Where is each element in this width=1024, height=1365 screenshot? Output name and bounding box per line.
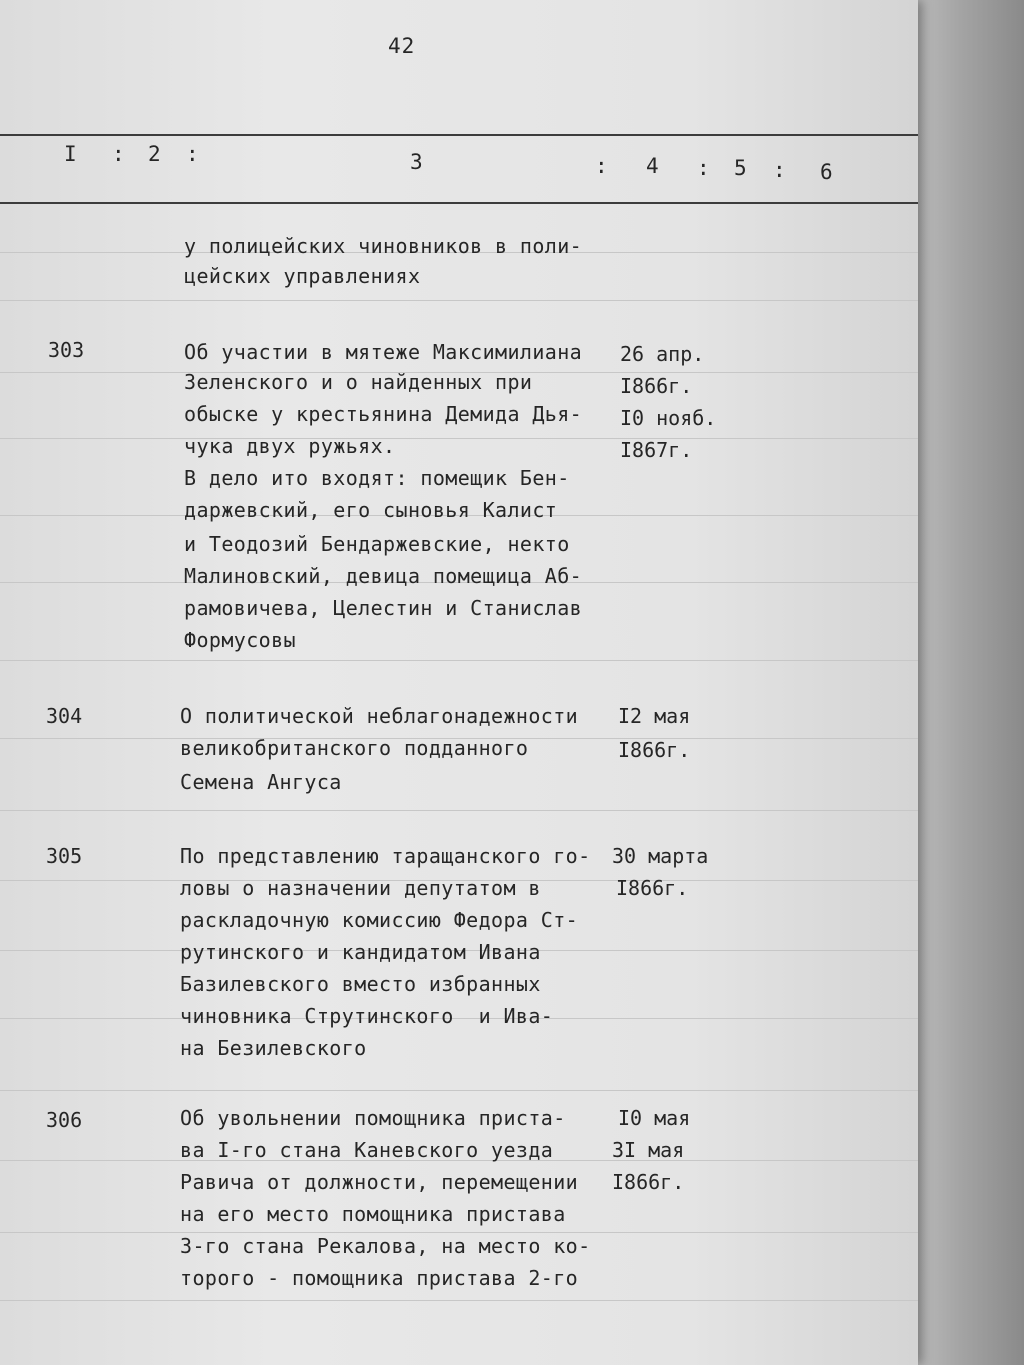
entry-number: 303 (48, 338, 85, 362)
text-line: рутинского и кандидатом Ивана (180, 940, 541, 964)
column-number: 3 (410, 150, 423, 174)
column-number: I (64, 142, 77, 166)
text-line: раскладочную комиссию Федора Ст- (180, 908, 579, 932)
entry-date: I866г. (616, 876, 689, 900)
text-line: О политической неблагонадежности (180, 704, 579, 728)
column-number: 6 (820, 160, 833, 184)
entry-number: 305 (46, 844, 83, 868)
column-header (0, 134, 918, 204)
text-line: Формусовы (184, 628, 296, 652)
entry-date: I2 мая (618, 704, 691, 728)
entry-date: I867г. (620, 438, 693, 462)
text-line: ва I-го стана Каневского уезда (180, 1138, 554, 1162)
text-line: обыске у крестьянина Демида Дья- (184, 402, 583, 426)
text-line: цейских управлениях (184, 264, 421, 288)
text-line: Семена Ангуса (180, 770, 342, 794)
text-line: Малиновский, девица помещица Аб- (184, 564, 583, 588)
text-line: рамовичева, Целестин и Станислав (184, 596, 583, 620)
entry-date: 30 марта (612, 844, 709, 868)
text-line: чиновника Струтинского и Ива- (180, 1004, 554, 1028)
column-separator: : (112, 142, 125, 166)
column-separator: : (186, 142, 199, 166)
page-edge (918, 0, 1024, 1365)
text-line: В дело ито входят: помещик Бен- (184, 466, 570, 490)
text-line: Зеленского и о найденных при (184, 370, 533, 394)
text-line: даржевский, его сыновья Калист (184, 498, 558, 522)
text-line: торого - помощника пристава 2-го (180, 1266, 579, 1290)
entry-date: 3I мая (612, 1138, 685, 1162)
text-line: Об участии в мятеже Максимилиана (184, 340, 583, 364)
column-number: 4 (646, 154, 659, 178)
entry-date: I0 нояб. (620, 406, 717, 430)
column-separator: : (697, 156, 710, 180)
text-line: Равича от должности, перемещении (180, 1170, 579, 1194)
entry-date: I0 мая (618, 1106, 691, 1130)
column-separator: : (773, 158, 786, 182)
text-line: Об увольнении помощника приста- (180, 1106, 566, 1130)
text-line: великобританского подданного (180, 736, 529, 760)
entry-number: 306 (46, 1108, 83, 1132)
entry-date: 26 апр. (620, 342, 705, 366)
text-line: ловы о назначении депутатом в (180, 876, 541, 900)
text-line: и Теодозий Бендаржевские, некто (184, 532, 570, 556)
text-line: По представлению таращанского го- (180, 844, 591, 868)
column-number: 5 (734, 156, 747, 180)
text-line: чука двух ружьях. (184, 434, 396, 458)
text-line: на Безилевского (180, 1036, 367, 1060)
entry-date: I866г. (620, 374, 693, 398)
text-line: Базилевского вместо избранных (180, 972, 541, 996)
entry-date: I866г. (612, 1170, 685, 1194)
entry-date: I866г. (618, 738, 691, 762)
page-number: 42 (388, 34, 416, 58)
text-line: 3-го стана Рекалова, на место ко- (180, 1234, 591, 1258)
text-line: на его место помощника пристава (180, 1202, 566, 1226)
entry-number: 304 (46, 704, 83, 728)
column-separator: : (595, 154, 608, 178)
text-line: у полицейских чиновников в поли- (184, 234, 583, 258)
column-number: 2 (148, 142, 161, 166)
